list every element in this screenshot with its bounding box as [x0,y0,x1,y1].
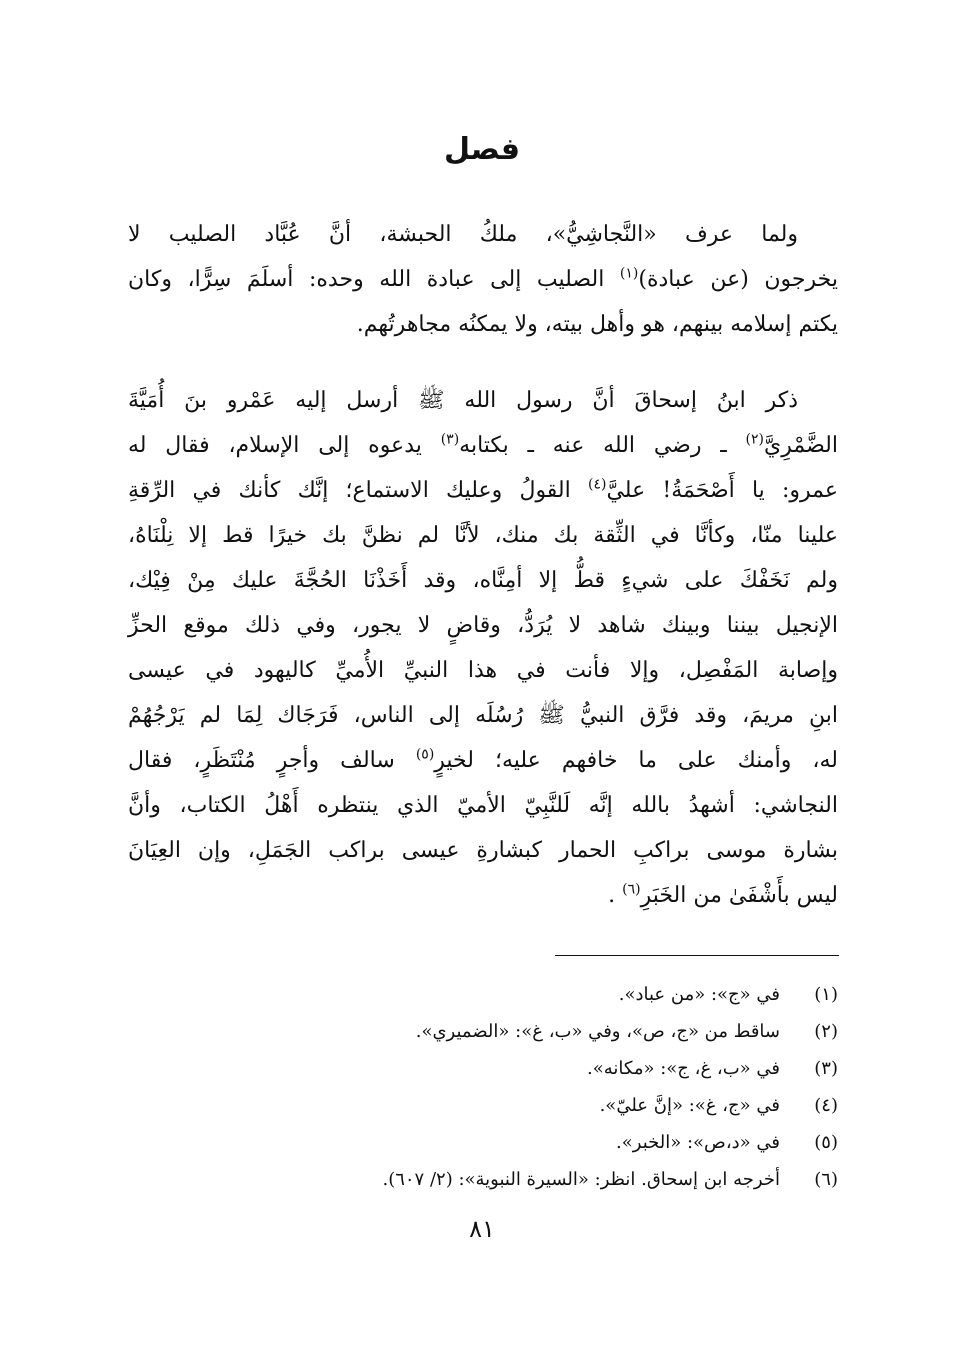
paragraph-text: ـ رضي الله عنه ـ بكتابه [459,433,727,458]
paragraph-line: بشارة موسى براكبِ الحمار كبشارةِ عيسى براكب الجَمَلِ، وإن العِيَانَ [128,838,838,863]
paragraph-line: يكتم إسلامه بينهم، هو وأهل بيته، ولا يمكنُه مجاهرتُهم. [356,312,838,337]
paragraph-text: الضَّمْرِيَّ [764,433,838,458]
footnote-number: (٤) [814,1095,838,1116]
footnotes [128,976,838,1198]
paragraph-text: ليس بأَشْفَىٰ من الخَبَرِ [640,883,838,908]
paragraph-line [128,873,838,918]
paragraph-1 [128,212,838,347]
footnote-number: (١) [814,984,838,1005]
footnote-number: (٥) [814,1132,838,1153]
paragraph-text: . [608,883,616,908]
section-title: فصل [444,132,520,167]
footnote-mark: (٣) [440,431,460,448]
footnote-text: في «ب، غ، ج»: «مكانه». [587,1058,780,1079]
paragraph-line [128,257,838,302]
paragraph-line: وإصابة المَفْصِل، وإلا فأنت في هذا النبيِّ الأُميِّ كاليهود في عيسى [128,658,838,683]
paragraph-line: ولم نَخَفْكَ على شيءٍ قطُّ إلا أمِنَّاه، وقد أَخَذْنَا الحُجَّةَ عليك مِنْ فِيْك، [128,568,838,593]
footnote-mark: (١) [619,265,639,282]
footnote-number: (٢) [814,1021,838,1042]
footnote-text: في «د،ص»: «الخبر». [616,1132,780,1153]
footnote-mark: (٤) [587,476,607,493]
footnote-text: في «ج، غ»: «إنَّ عليّ». [599,1095,780,1116]
footnote-item [128,1050,838,1087]
paragraph-line: النجاشي: أشهدُ بالله إنَّه لَلنَّبِيّ الأميّ الذي ينتظره أَهْلُ الكتاب، وأنَّ [128,793,838,818]
paragraph-text: الصليب إلى عبادة الله وحده: أسلَمَ سِرًّا، وكان [128,267,605,292]
paragraph-line: ابنِ مريمَ، وقد فرَّق النبيُّ ﷺ رُسُلَه إلى الناس، فَرَجَاك لِمَا لم يَرْجُهُمْ [128,703,838,728]
paragraph-text: القولُ وعليك الاستماع؛ إنَّك كأنك في الرِّقةِ [128,478,571,503]
footnote-item [128,1124,838,1161]
paragraph-text: يدعوه إلى الإسلام، فقال له [128,433,422,458]
paragraph-line: ذكر ابنُ إسحاقَ أنَّ رسول الله ﷺ أرسل إليه عَمْرو بنَ أُمَيَّةَ [128,388,798,413]
page-number: ٨١ [469,1215,495,1243]
paragraph-line [128,738,838,783]
paragraph-text: سالف وأجرٍ مُنْتَظَرٍ، فقال [128,748,395,773]
footnote-separator [555,955,839,956]
footnote-item [128,1087,838,1124]
footnote-item [128,1013,838,1050]
footnote-text: ساقط من «ج، ص»، وفي «ب، غ»: «الضميري». [415,1021,780,1042]
footnote-item [128,976,838,1013]
footnote-item [128,1161,838,1198]
paragraph-line: علينا منّا، وكأنَّا في الثِّقة بك منك، لأنَّا لم نظنَّ بك خيرًا قط إلا نِلْنَاهُ، [128,523,838,548]
paragraph-line [128,468,838,513]
footnote-mark: (٦) [622,881,641,898]
footnote-number: (٦) [814,1169,838,1190]
paragraph-text: يخرجون (عن عبادة) [638,267,838,292]
paragraph-line [128,423,838,468]
paragraph-line: الإنجيل بيننا وبينك شاهد لا يُرَدُّ، وقاضٍ لا يجور، وفي ذلك موقع الحزِّ [128,613,838,638]
paragraph-line: ولما عرف «النَّجاشِيُّ»، ملكُ الحبشة، أنَّ عُبَّاد الصليب لا [128,222,798,247]
footnote-mark: (٥) [415,746,435,763]
paragraph-text: عمرو: يا أَصْحَمَةُ! عليَّ [606,478,839,503]
footnote-text: أخرجه ابن إسحاق. انظر: «السيرة النبوية»: (٢/ ٦٠٧). [382,1169,780,1190]
footnote-mark: (٢) [745,431,765,448]
footnote-number: (٣) [814,1058,838,1079]
paragraph-text: له، وأمنك على ما خافهم عليه؛ لخيرٍ [434,748,838,773]
footnote-text: في «ج»: «من عباد». [618,984,780,1005]
paragraph-2 [128,378,838,918]
